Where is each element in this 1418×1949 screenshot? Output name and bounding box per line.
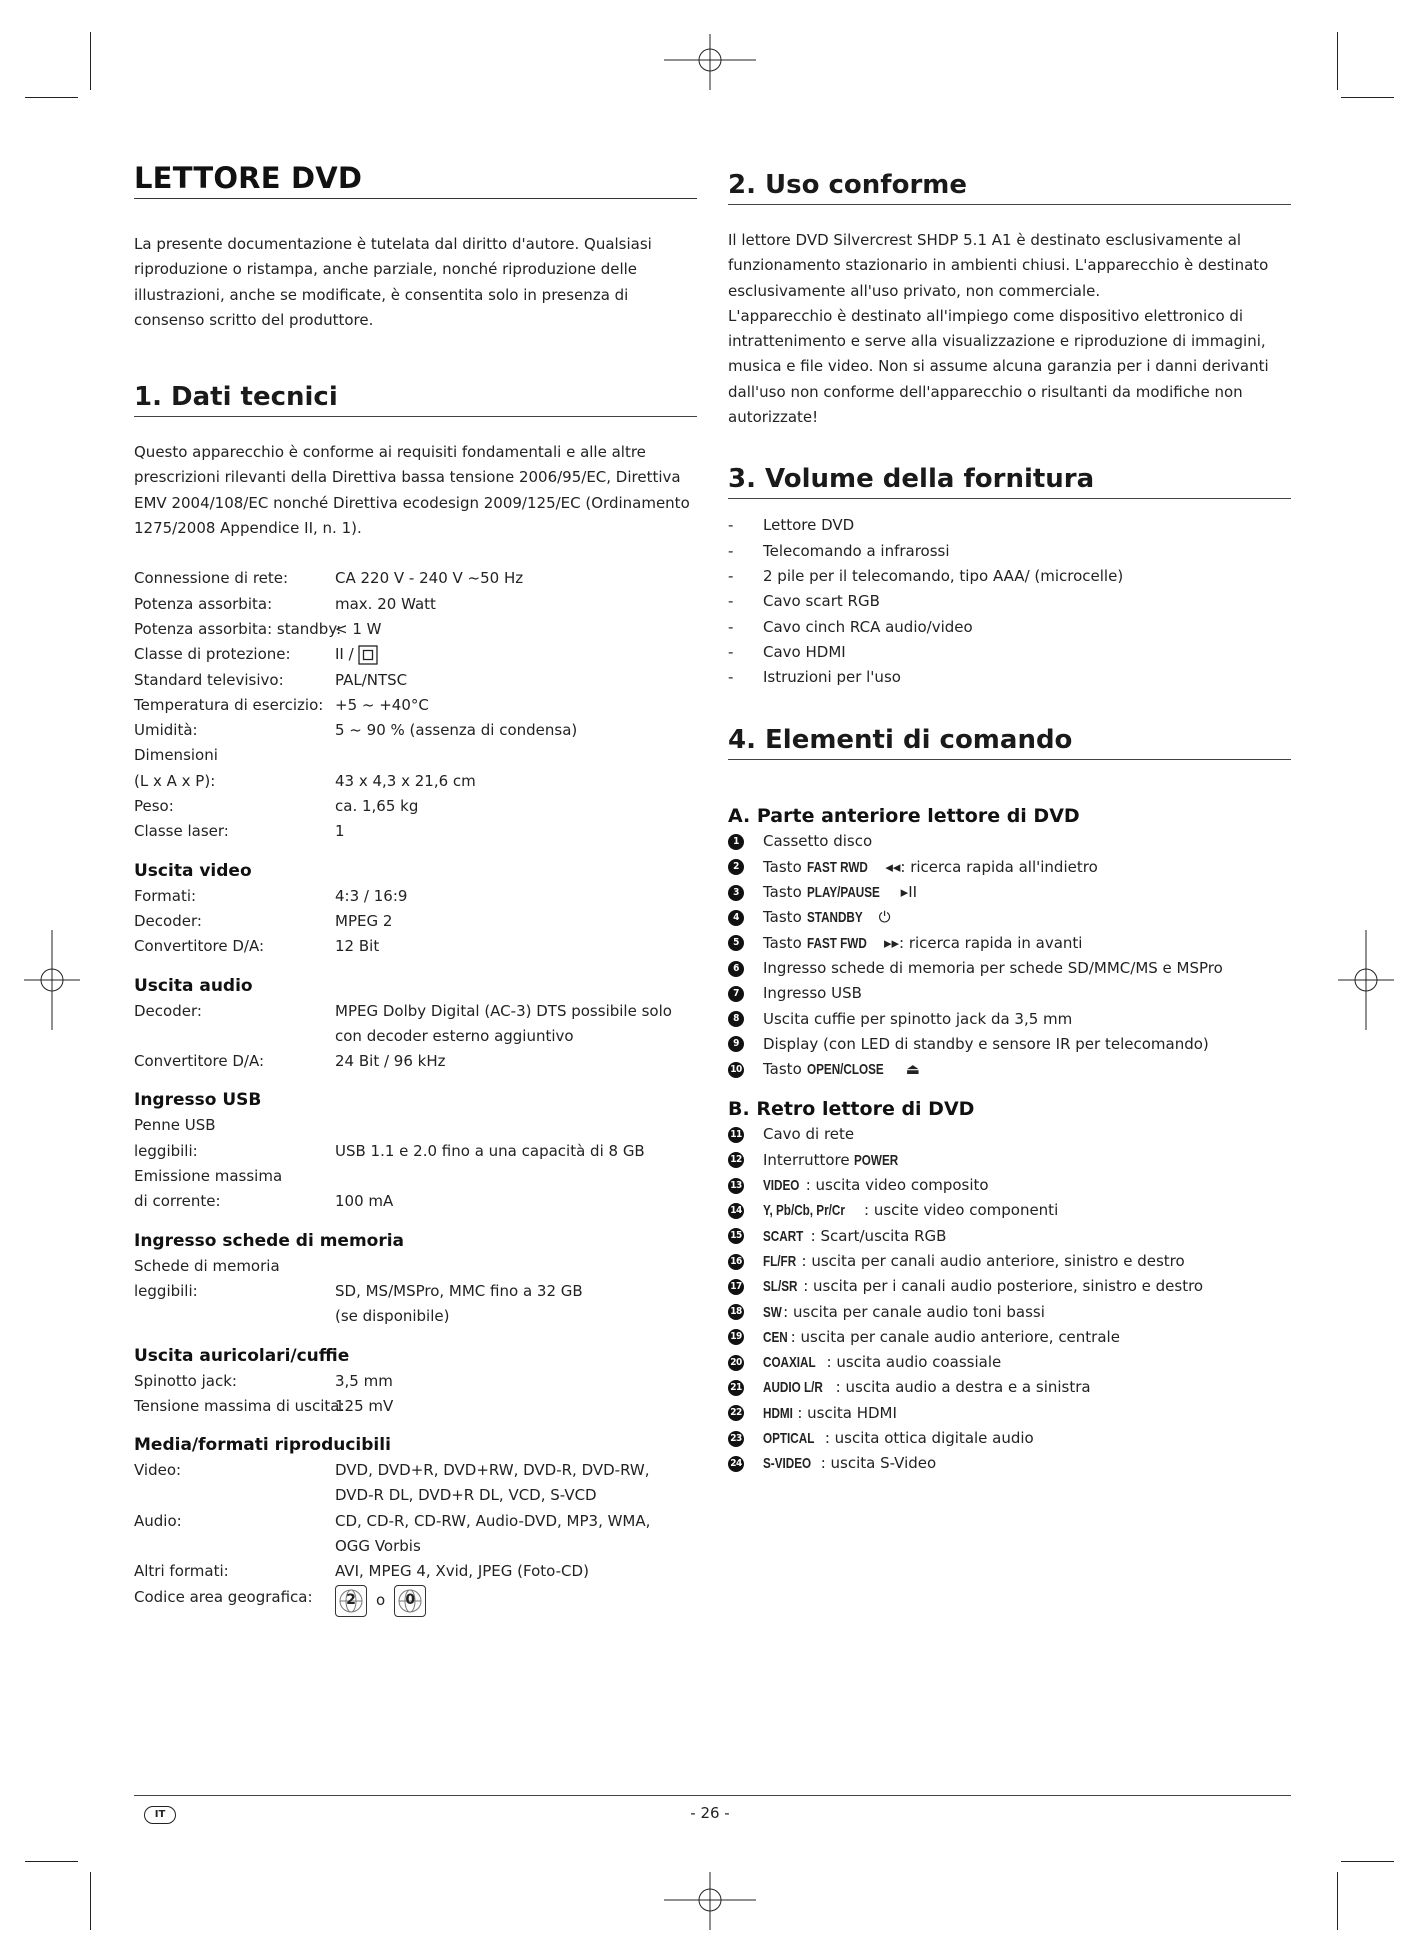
control-text-pre: Tasto — [763, 933, 807, 952]
spec-value: OGG Vorbis — [335, 1536, 421, 1555]
spec-row — [134, 1534, 697, 1559]
number-badge: 2 — [728, 859, 744, 875]
spec-value: DVD, DVD+R, DVD+RW, DVD-R, DVD-RW, — [335, 1461, 650, 1480]
spec-value: 1 — [335, 822, 345, 841]
control-text — [763, 1122, 854, 1147]
list-item-text: Istruzioni per l'uso — [763, 668, 901, 687]
spec-row — [134, 934, 697, 959]
number-badge: 11 — [728, 1127, 744, 1143]
spec-value: 100 mA — [335, 1192, 394, 1211]
control-text-pre: Uscita cuffie per spinotto jack da 3,5 mm — [763, 1009, 1073, 1028]
control-text — [763, 1426, 1034, 1451]
protection-class-text: II / — [335, 645, 354, 664]
spec-label: (L x A x P): — [134, 771, 216, 790]
number-badge: 13 — [728, 1178, 744, 1194]
spec-row — [134, 1458, 697, 1483]
list-dash: - — [728, 566, 734, 585]
list-item-text: 2 pile per il telecomando, tipo AAA/ (microcelle) — [763, 566, 1124, 585]
control-key-label: OPTICAL — [763, 1429, 815, 1447]
spec-row — [134, 1394, 697, 1419]
subhead-audio: Uscita audio — [134, 975, 253, 996]
spec-value: 3,5 mm — [335, 1371, 393, 1390]
control-item — [728, 931, 1291, 956]
registration-mark-left — [24, 930, 80, 1030]
double-insulation-icon — [358, 645, 378, 665]
spec-row — [134, 1279, 697, 1304]
spec-row — [134, 592, 697, 617]
spec-label: Decoder: — [134, 911, 202, 930]
list-item — [728, 539, 1291, 564]
control-text — [763, 1274, 1203, 1299]
control-key-label: COAXIAL — [763, 1354, 816, 1372]
control-item — [728, 981, 1291, 1006]
control-item — [728, 1274, 1291, 1299]
control-item — [728, 1007, 1291, 1032]
spec-value: max. 20 Watt — [335, 594, 436, 613]
crop-mark — [25, 97, 78, 98]
spec-label — [134, 1534, 335, 1559]
region-codes — [335, 1585, 697, 1617]
spec-label: Classe laser: — [134, 822, 229, 841]
number-badge: 22 — [728, 1405, 744, 1421]
control-item — [728, 956, 1291, 981]
control-text — [763, 1007, 1072, 1032]
subhead-cards: Ingresso schede di memoria — [134, 1230, 405, 1251]
number-badge: 5 — [728, 935, 744, 951]
control-text-post: : uscita video composito — [805, 1176, 989, 1195]
control-text-post: : Scart/uscita RGB — [810, 1226, 947, 1245]
control-text — [763, 1032, 1209, 1057]
control-text — [763, 1173, 989, 1198]
spec-label: Audio: — [134, 1511, 182, 1530]
spec-label: Classe di protezione: — [134, 645, 291, 664]
spec-value: < 1 W — [335, 619, 382, 638]
spec-value: MPEG Dolby Digital (AC-3) DTS possibile solo — [335, 1001, 672, 1020]
spec-row — [134, 1254, 697, 1279]
number-badge: 24 — [728, 1456, 744, 1472]
control-text — [763, 981, 862, 1006]
section-title-elementi-comando: 4. Elementi di comando — [728, 723, 1291, 760]
list-dash: - — [728, 668, 734, 687]
intended-use-text: Il lettore DVD Silvercrest SHDP 5.1 A1 è destinato esclusivamente al funzionamento stazionario in ambienti chiusi. L'apparecchio è destinato esclusivamente all'uso privato, non commerciale. — [728, 231, 1269, 300]
spec-value: 4:3 / 16:9 — [335, 886, 408, 905]
spec-row — [134, 794, 697, 819]
control-text-pre: Interruttore — [763, 1150, 855, 1169]
control-text — [763, 905, 891, 930]
region-code-icon — [394, 1585, 426, 1617]
spec-row — [134, 1049, 697, 1074]
number-badge: 6 — [728, 961, 744, 977]
subhead-headphones: Uscita auricolari/cuffie — [134, 1345, 350, 1366]
control-text-post: ▸II — [895, 883, 918, 902]
spec-value: 125 mV — [335, 1396, 394, 1415]
control-text-post: : uscita per canale audio anteriore, centrale — [790, 1327, 1120, 1346]
control-text-post: : uscita per i canali audio posteriore, sinistro e destro — [803, 1277, 1204, 1296]
spec-label: Spinotto jack: — [134, 1371, 237, 1390]
intended-use-text-2: L'apparecchio è destinato all'impiego come dispositivo elettronico di intrattenimento e serve alla visualizzazione e riproduzione di immagini, musica e file video. Non si assume alcuna garanzia per i danni derivanti dall'uso non conforme dell'apparecchio o risultanti da modifiche non autorizzate! — [728, 306, 1269, 427]
spec-value: CD, CD-R, CD-RW, Audio-DVD, MP3, WMA, — [335, 1511, 651, 1530]
spec-row — [134, 1483, 697, 1508]
control-key-label: FAST RWD — [806, 858, 868, 876]
control-text-pre: Ingresso USB — [763, 984, 862, 1003]
spec-row — [134, 1164, 697, 1189]
control-text — [763, 1300, 1045, 1325]
spec-label — [134, 1304, 335, 1329]
control-text — [763, 1451, 936, 1476]
page-number: - 26 - — [690, 1804, 730, 1822]
list-item-text: Cavo HDMI — [763, 642, 846, 661]
control-text — [763, 1198, 1058, 1223]
spec-label: Umidità: — [134, 721, 198, 740]
supply-list — [728, 513, 1291, 690]
list-item — [728, 589, 1291, 614]
spec-row — [134, 1024, 697, 1049]
spec-row — [134, 743, 697, 768]
control-item — [728, 1122, 1291, 1147]
control-text-post: : uscita per canali audio anteriore, sinistro e destro — [801, 1251, 1185, 1270]
control-text — [763, 1249, 1185, 1274]
spec-value — [335, 1113, 697, 1138]
spec-value: 12 Bit — [335, 937, 380, 956]
spec-label: Potenza assorbita: — [134, 594, 273, 613]
spec-value: SD, MS/MSPro, MMC fino a 32 GB — [335, 1281, 583, 1300]
spec-value: (se disponibile) — [335, 1307, 450, 1326]
control-text — [763, 829, 872, 854]
back-controls-list — [728, 1122, 1291, 1476]
spec-value: 24 Bit / 96 kHz — [335, 1052, 446, 1071]
spec-label: Video: — [134, 1461, 182, 1480]
control-key-label: SCART — [763, 1227, 804, 1245]
crop-mark — [90, 1872, 91, 1930]
number-badge: 19 — [728, 1329, 744, 1345]
spec-label: Decoder: — [134, 1001, 202, 1020]
control-item — [728, 1375, 1291, 1400]
left-column — [134, 160, 697, 1617]
control-item — [728, 1325, 1291, 1350]
region-code-b: 0 — [405, 1591, 416, 1608]
number-badge: 10 — [728, 1062, 744, 1078]
number-badge: 14 — [728, 1203, 744, 1219]
right-column — [728, 160, 1291, 1477]
control-text-pre: Display (con LED di standby e sensore IR per telecomando) — [763, 1034, 1209, 1053]
control-item — [728, 1401, 1291, 1426]
control-key-label: VIDEO — [763, 1177, 800, 1195]
control-item — [728, 905, 1291, 930]
number-badge: 23 — [728, 1431, 744, 1447]
spec-label: Standard televisivo: — [134, 670, 284, 689]
number-badge: 9 — [728, 1036, 744, 1052]
control-text-post: : uscita S-Video — [820, 1454, 937, 1473]
spec-value: 5 ~ 90 % (assenza di condensa) — [335, 721, 578, 740]
number-badge: 7 — [728, 986, 744, 1002]
list-item-text: Lettore DVD — [763, 516, 855, 535]
spec-row — [134, 617, 697, 642]
control-key-label: STANDBY — [806, 909, 863, 927]
control-text — [763, 1057, 920, 1082]
control-text-post: : uscita audio coassiale — [826, 1353, 1002, 1372]
crop-mark — [1337, 32, 1338, 90]
list-item — [728, 564, 1291, 589]
spec-row — [134, 1585, 697, 1617]
list-dash: - — [728, 617, 734, 636]
control-text-post: : uscita HDMI — [797, 1403, 897, 1422]
subhead-front-panel: A. Parte anteriore lettore di DVD — [728, 805, 1080, 828]
region-code-icon — [335, 1585, 367, 1617]
conformity-statement: Questo apparecchio è conforme ai requisiti fondamentali e alle altre prescrizioni rilevanti della Direttiva bassa tensione 2006/95/EC, Direttiva EMV 2004/108/EC nonché Direttiva ecodesign 2009/125/EC (Ordinamento 1275/2008 Appendice II, n. 1). — [134, 443, 690, 538]
control-text — [763, 1224, 946, 1249]
control-key-label: POWER — [854, 1151, 899, 1169]
control-key-label: SW — [763, 1303, 782, 1321]
control-text-post: : uscita audio a destra e a sinistra — [835, 1378, 1091, 1397]
spec-value — [335, 743, 697, 768]
control-text-post: : uscita per canale audio toni bassi — [783, 1302, 1045, 1321]
control-key-label: FAST FWD — [806, 934, 867, 952]
spec-label: Codice area geografica: — [134, 1587, 313, 1606]
control-key-label: PLAY/PAUSE — [806, 884, 880, 902]
spec-label: Connessione di rete: — [134, 569, 289, 588]
list-item — [728, 513, 1291, 538]
number-badge: 1 — [728, 834, 744, 850]
language-badge: IT — [144, 1806, 176, 1824]
spec-label: Schede di memoria — [134, 1256, 280, 1275]
subhead-usb: Ingresso USB — [134, 1090, 262, 1111]
list-item — [728, 640, 1291, 665]
crop-mark — [90, 32, 91, 90]
number-badge: 12 — [728, 1152, 744, 1168]
spec-label: Formati: — [134, 886, 197, 905]
spec-row — [134, 1189, 697, 1214]
spec-row — [134, 718, 697, 743]
footer-rule — [134, 1795, 1291, 1796]
front-controls-list — [728, 829, 1291, 1082]
control-text — [763, 855, 1098, 880]
subhead-media: Media/formati riproducibili — [134, 1435, 391, 1456]
section-title-fornitura: 3. Volume della fornitura — [728, 462, 1291, 499]
spec-row — [134, 1509, 697, 1534]
list-item-text: Cavo scart RGB — [763, 592, 880, 611]
spec-label: Dimensioni — [134, 746, 218, 765]
control-item — [728, 1057, 1291, 1082]
spec-value: con decoder esterno aggiuntivo — [335, 1026, 574, 1045]
registration-mark-bottom — [660, 1872, 760, 1930]
spec-row — [134, 1113, 697, 1138]
spec-label: di corrente: — [134, 1192, 221, 1211]
page-title: LETTORE DVD — [134, 160, 697, 199]
spec-row — [134, 1304, 697, 1329]
registration-mark-top — [660, 34, 760, 90]
control-key-label: HDMI — [763, 1404, 793, 1422]
section-title-uso-conforme: 2. Uso conforme — [728, 168, 1291, 205]
spec-label: Penne USB — [134, 1116, 216, 1135]
number-badge: 17 — [728, 1279, 744, 1295]
control-item — [728, 1249, 1291, 1274]
number-badge: 3 — [728, 885, 744, 901]
control-item — [728, 829, 1291, 854]
control-text-pre: Tasto — [763, 908, 807, 927]
spec-label: leggibili: — [134, 1281, 198, 1300]
spec-value: PAL/NTSC — [335, 670, 408, 689]
control-text-post: ⏻ — [873, 908, 891, 927]
crop-mark — [1341, 97, 1394, 98]
spec-row — [134, 693, 697, 718]
control-text-pre: Cavo di rete — [763, 1125, 855, 1144]
spec-label: leggibili: — [134, 1141, 198, 1160]
spec-label: Altri formati: — [134, 1562, 229, 1581]
registration-mark-right — [1338, 930, 1394, 1030]
control-text-post: ▸▸: ricerca rapida in avanti — [879, 933, 1083, 952]
spec-value — [335, 1164, 697, 1189]
number-badge: 4 — [728, 910, 744, 926]
number-badge: 8 — [728, 1011, 744, 1027]
spec-value: AVI, MPEG 4, Xvid, JPEG (Foto-CD) — [335, 1562, 589, 1581]
spec-label: Convertitore D/A: — [134, 937, 265, 956]
control-item — [728, 1426, 1291, 1451]
spec-row — [134, 1559, 697, 1584]
spec-label: Tensione massima di uscita: — [134, 1396, 345, 1415]
spec-value: USB 1.1 e 2.0 fino a una capacità di 8 GB — [335, 1141, 645, 1160]
control-key-label: OPEN/CLOSE — [806, 1061, 884, 1079]
region-code-a: 2 — [346, 1591, 356, 1608]
number-badge: 15 — [728, 1228, 744, 1244]
spec-value: MPEG 2 — [335, 911, 393, 930]
control-item — [728, 1032, 1291, 1057]
spec-row — [134, 999, 697, 1024]
spec-row — [134, 566, 697, 591]
spec-label — [134, 1024, 335, 1049]
list-item-text: Cavo cinch RCA audio/video — [763, 617, 973, 636]
control-item — [728, 1148, 1291, 1173]
control-text — [763, 1350, 1001, 1375]
control-text — [763, 1148, 907, 1173]
control-key-label: S-VIDEO — [763, 1455, 812, 1473]
spec-row — [134, 1369, 697, 1394]
spec-row — [134, 769, 697, 794]
number-badge: 20 — [728, 1355, 744, 1371]
control-key-label: Y, Pb/Cb, Pr/Cr — [763, 1202, 845, 1220]
spec-value: +5 ~ +40°C — [335, 695, 429, 714]
list-dash: - — [728, 541, 734, 560]
list-item — [728, 665, 1291, 690]
list-item-text: Telecomando a infrarossi — [763, 541, 950, 560]
spec-row — [134, 884, 697, 909]
control-text — [763, 956, 1223, 981]
control-text-pre: Tasto — [763, 883, 807, 902]
control-item — [728, 855, 1291, 880]
control-text-post: ◂◂: ricerca rapida all'indietro — [880, 857, 1098, 876]
control-text — [763, 1401, 897, 1426]
region-or: o — [376, 1590, 386, 1609]
control-text — [763, 931, 1082, 956]
spec-label: Emissione massima — [134, 1167, 283, 1186]
crop-mark — [1337, 1872, 1338, 1930]
control-item — [728, 1173, 1291, 1198]
control-text-post: ⏏ — [900, 1060, 920, 1079]
control-text-pre: Cassetto disco — [763, 832, 873, 851]
control-key-label: SL/SR — [763, 1278, 798, 1296]
control-key-label: CEN — [763, 1328, 788, 1346]
subhead-back-panel: B. Retro lettore di DVD — [728, 1098, 975, 1121]
list-dash: - — [728, 592, 734, 611]
control-text-pre: Tasto — [763, 857, 807, 876]
list-dash: - — [728, 642, 734, 661]
spec-row — [134, 819, 697, 844]
control-text — [763, 1375, 1091, 1400]
control-item — [728, 1198, 1291, 1223]
control-text-pre: Ingresso schede di memoria per schede SD/MMC/MS e MSPro — [763, 958, 1223, 977]
spec-label: Potenza assorbita: standby: — [134, 619, 342, 638]
crop-mark — [1341, 1861, 1394, 1862]
spec-label — [134, 1483, 335, 1508]
spec-row — [134, 668, 697, 693]
subhead-video: Uscita video — [134, 860, 252, 881]
control-text-post: : uscite video componenti — [864, 1201, 1059, 1220]
list-dash: - — [728, 516, 734, 535]
spec-value: CA 220 V - 240 V ~50 Hz — [335, 569, 524, 588]
spec-value: DVD-R DL, DVD+R DL, VCD, S-VCD — [335, 1486, 597, 1505]
spec-value — [335, 642, 697, 667]
list-item — [728, 615, 1291, 640]
spec-row — [134, 909, 697, 934]
spec-label: Temperatura di esercizio: — [134, 695, 324, 714]
section-title-dati-tecnici: 1. Dati tecnici — [134, 380, 697, 417]
spec-label: Convertitore D/A: — [134, 1052, 265, 1071]
number-badge: 18 — [728, 1304, 744, 1320]
control-item — [728, 1300, 1291, 1325]
control-key-label: AUDIO L/R — [763, 1379, 823, 1397]
number-badge: 16 — [728, 1254, 744, 1270]
spec-row — [134, 642, 697, 667]
number-badge: 21 — [728, 1380, 744, 1396]
control-text — [763, 1325, 1120, 1350]
spec-row — [134, 1139, 697, 1164]
control-text-pre: Tasto — [763, 1060, 807, 1079]
spec-value — [335, 1254, 697, 1279]
control-text-post: : uscita ottica digitale audio — [824, 1428, 1034, 1447]
control-item — [728, 1224, 1291, 1249]
control-item — [728, 1451, 1291, 1476]
control-text — [763, 880, 917, 905]
control-item — [728, 880, 1291, 905]
spec-value: 43 x 4,3 x 21,6 cm — [335, 771, 476, 790]
control-item — [728, 1350, 1291, 1375]
crop-mark — [25, 1861, 78, 1862]
control-key-label: FL/FR — [763, 1252, 797, 1270]
copyright-notice: La presente documentazione è tutelata dal diritto d'autore. Qualsiasi riproduzione o ristampa, anche parziale, nonché riproduzione delle illustrazioni, anche se modificate, è consentita solo in presenza di consenso scritto del produttore. — [134, 235, 652, 329]
spec-value: ca. 1,65 kg — [335, 797, 419, 816]
spec-label: Peso: — [134, 797, 174, 816]
spec-general — [134, 566, 697, 844]
